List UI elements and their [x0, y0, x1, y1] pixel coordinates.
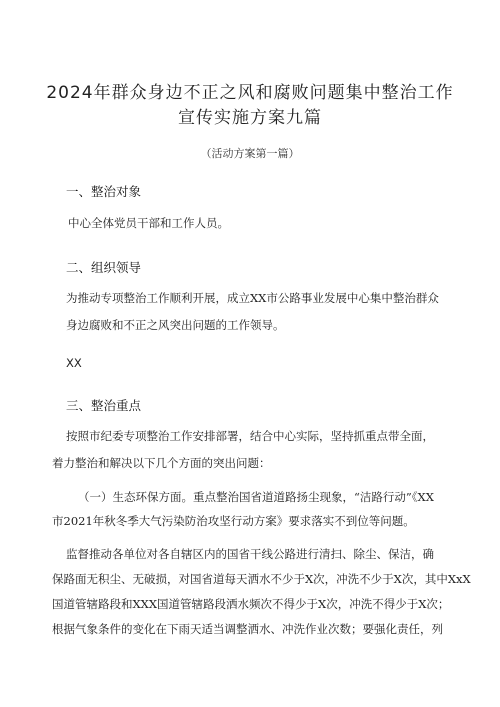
section-2-note: XX: [66, 356, 82, 370]
section-3-heading: 三、整治重点: [66, 398, 142, 413]
section-2-line-1: 为推动专项整治工作顺利开展，成立XX市公路事业发展中心集中整治群众: [66, 291, 439, 305]
section-1-text: 中心全体党员干部和工作人员。: [68, 216, 229, 230]
section-3-intro-line-2: 着力整治和解决以下几个方面的突出问题：: [52, 456, 271, 470]
section-3-para-line-4: 根据气象条件的变化在下雨天适当调整洒水、冲洗作业次数；要强化责任，列: [52, 622, 443, 636]
section-3-para-line-3: 国道管辖路段和XXX国道管辖路段洒水频次不得少于X次，冲洗不得少于X次；: [52, 597, 450, 611]
section-3-intro-line-1: 按照市纪委专项整治工作安排部署，结合中心实际，坚持抓重点带全面，: [66, 429, 434, 443]
document-subtitle: （活动方案第一篇）: [200, 147, 300, 160]
section-2-heading: 二、组织领导: [66, 260, 142, 275]
section-1-heading: 一、整治对象: [66, 184, 142, 199]
section-3-para-line-1: 监督推动各单位对各自辖区内的国省干线公路进行清扫、除尘、保洁，确: [66, 547, 434, 561]
section-2-line-2: 身边腐败和不正之风突出问题的工作领导。: [66, 318, 285, 332]
document-title-line-2: 宣传实施方案九篇: [178, 108, 322, 128]
section-3-para-line-2: 保路面无积尘、无破损，对国省道每天洒水不少于X次，冲洗不少于X次，其中XxX: [52, 572, 471, 586]
section-3-item-1-line-1: （一）生态环保方面。重点整治国省道道路扬尘现象，“洁路行动”《XX: [78, 490, 434, 504]
document-title-line-1: 2024年群众身边不正之风和腐败问题集中整治工作: [46, 83, 454, 103]
section-3-item-1-line-2: 市2021年秋冬季大气污染防治攻坚行动方案》要求落实不到位等问题。: [52, 514, 415, 528]
